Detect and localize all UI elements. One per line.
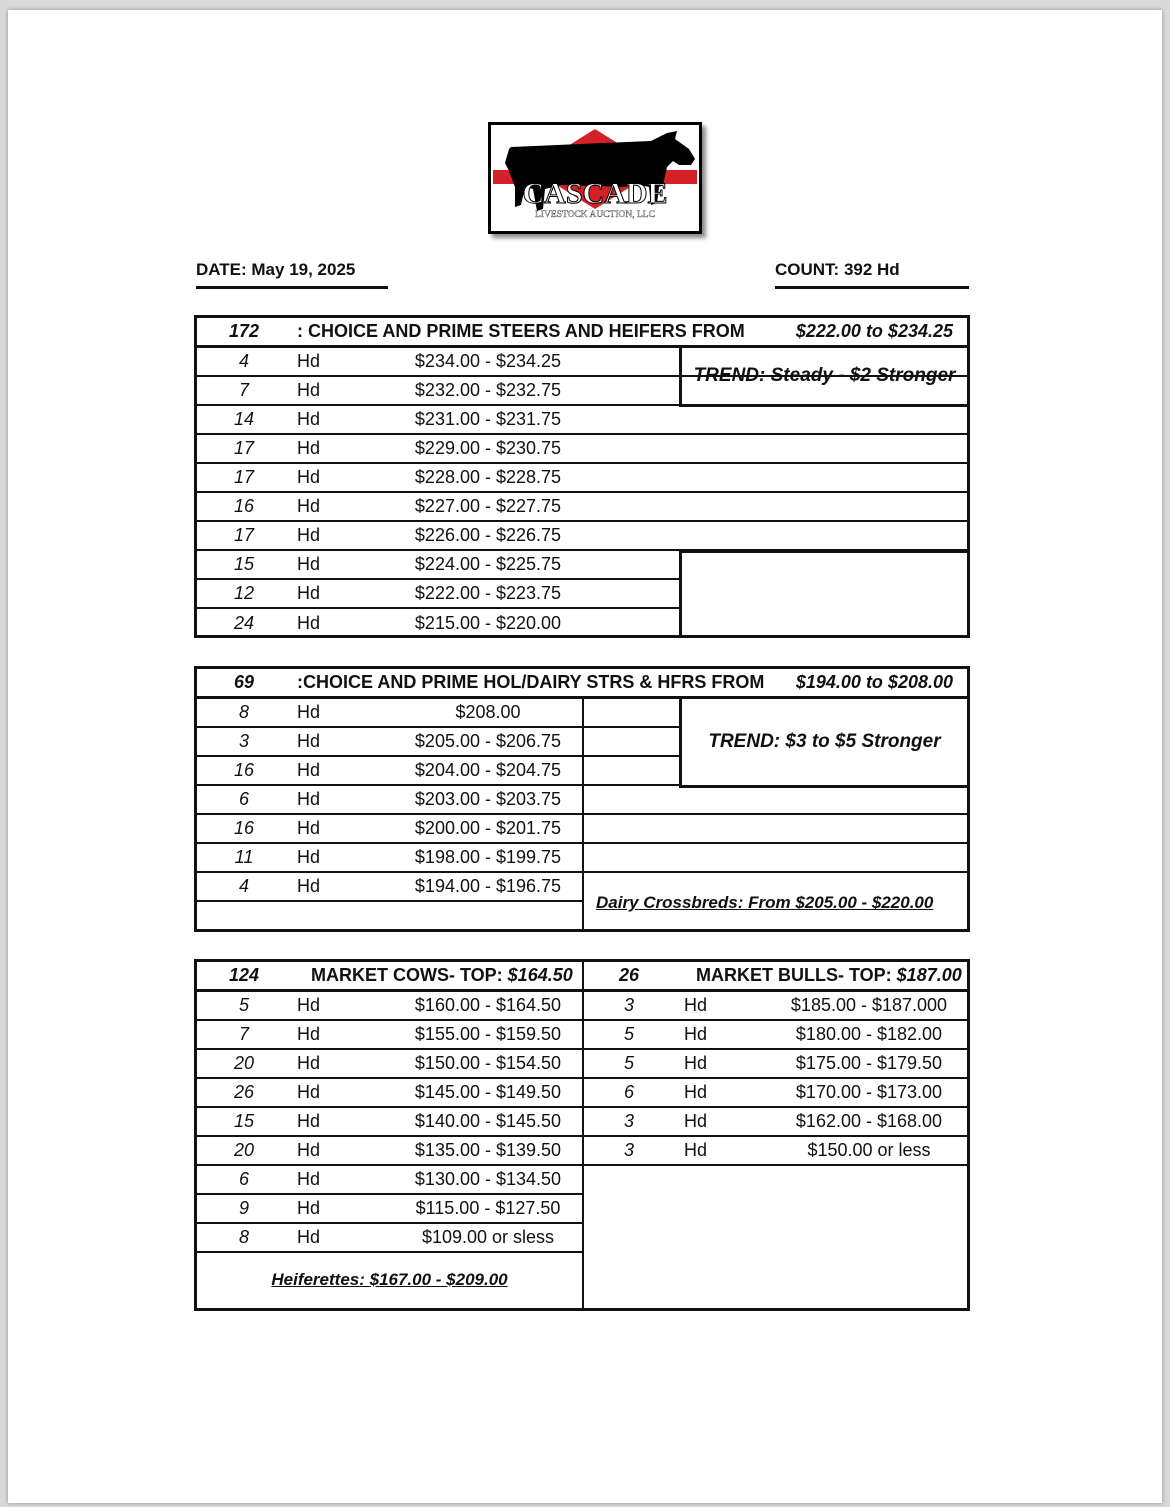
bulls-top-price: $187.00 bbox=[896, 965, 962, 985]
dairy-trend: TREND: $3 to $5 Stronger bbox=[679, 699, 967, 788]
head-count-cell: 24 bbox=[233, 613, 255, 633]
head-count-cell: 12 bbox=[233, 583, 255, 603]
price-range-cell: $145.00 - $149.50 bbox=[414, 1082, 562, 1102]
head-count-cell: 9 bbox=[238, 1198, 249, 1218]
dairy-title: :CHOICE AND PRIME HOL/DAIRY STRS & HFRS FROM bbox=[297, 672, 765, 692]
bulls-row bbox=[584, 1079, 967, 1108]
price-range-cell: $203.00 - $203.75 bbox=[414, 789, 562, 809]
report-date: DATE: May 19, 2025 bbox=[196, 260, 388, 289]
head-count-cell: 3 bbox=[238, 731, 249, 751]
price-range-cell: $130.00 - $134.50 bbox=[414, 1169, 562, 1189]
head-count-cell: 17 bbox=[233, 525, 255, 545]
price-range-cell: $175.00 - $179.50 bbox=[795, 1053, 943, 1073]
cows-header-row bbox=[197, 962, 582, 992]
price-range-cell: $224.00 - $225.75 bbox=[414, 554, 562, 574]
dairy-table bbox=[194, 666, 970, 932]
price-range-cell: $150.00 - $154.50 bbox=[414, 1053, 562, 1073]
price-range-cell: $162.00 - $168.00 bbox=[795, 1111, 943, 1131]
unit-cell: Hd bbox=[684, 1053, 708, 1073]
cows-row bbox=[197, 1224, 582, 1253]
steers-blank-box bbox=[679, 550, 967, 635]
price-range-cell: $115.00 - $127.50 bbox=[415, 1198, 561, 1218]
unit-cell: Hd bbox=[297, 525, 321, 545]
unit-cell: Hd bbox=[684, 1111, 708, 1131]
head-count-cell: 7 bbox=[238, 380, 249, 400]
unit-cell: Hd bbox=[297, 583, 321, 603]
unit-cell: Hd bbox=[297, 847, 321, 867]
cows-total-count: 124 bbox=[228, 965, 260, 985]
price-range-cell: $226.00 - $226.75 bbox=[414, 525, 562, 545]
unit-cell: Hd bbox=[297, 789, 321, 809]
steers-heifers-table bbox=[194, 315, 970, 638]
steers-total-count: 172 bbox=[228, 321, 260, 341]
logo-text: CASCADE bbox=[522, 177, 668, 210]
heiferettes-note: Heiferettes: $167.00 - $209.00 bbox=[271, 1269, 508, 1289]
head-count-cell: 3 bbox=[623, 1111, 634, 1131]
bulls-row bbox=[584, 1050, 967, 1079]
unit-cell: Hd bbox=[297, 760, 321, 780]
price-range-cell: $185.00 - $187.000 bbox=[790, 995, 948, 1015]
head-count-cell: 7 bbox=[238, 1024, 249, 1044]
cows-row bbox=[197, 1166, 582, 1195]
price-range-cell: $215.00 - $220.00 bbox=[414, 613, 562, 633]
price-range-cell: $231.00 - $231.75 bbox=[414, 409, 562, 429]
head-count-cell: 26 bbox=[233, 1082, 255, 1102]
logo-graphic bbox=[491, 125, 699, 231]
price-range-cell: $232.00 - $232.75 bbox=[414, 380, 562, 400]
unit-cell: Hd bbox=[297, 1053, 321, 1073]
dairy-total-count: 69 bbox=[233, 672, 255, 692]
head-count-cell: 16 bbox=[233, 818, 255, 838]
head-count-cell: 20 bbox=[233, 1053, 255, 1073]
cows-top-price: $164.50 bbox=[507, 965, 573, 985]
unit-cell: Hd bbox=[684, 1140, 708, 1160]
unit-cell: Hd bbox=[297, 380, 321, 400]
head-count-cell: 20 bbox=[233, 1140, 255, 1160]
bulls-row bbox=[584, 1021, 967, 1050]
head-count-cell: 5 bbox=[238, 995, 249, 1015]
unit-cell: Hd bbox=[297, 1082, 321, 1102]
head-count-cell: 15 bbox=[233, 1111, 255, 1131]
unit-cell: Hd bbox=[297, 409, 321, 429]
head-count-cell: 16 bbox=[233, 760, 255, 780]
head-count-cell: 11 bbox=[234, 847, 254, 867]
price-range-cell: $204.00 - $204.75 bbox=[414, 760, 562, 780]
price-range-cell: $194.00 - $196.75 bbox=[414, 876, 562, 896]
unit-cell: Hd bbox=[684, 1024, 708, 1044]
head-count-cell: 4 bbox=[238, 351, 249, 371]
steers-row bbox=[197, 522, 967, 551]
unit-cell: Hd bbox=[297, 876, 321, 896]
unit-cell: Hd bbox=[297, 467, 321, 487]
bulls-row bbox=[584, 1108, 967, 1137]
head-count-cell: 5 bbox=[623, 1024, 634, 1044]
unit-cell: Hd bbox=[297, 818, 321, 838]
unit-cell: Hd bbox=[297, 1111, 321, 1131]
cows-row bbox=[197, 1021, 582, 1050]
head-count-cell: 5 bbox=[623, 1053, 634, 1073]
unit-cell: Hd bbox=[297, 496, 321, 516]
head-count-cell: 6 bbox=[238, 789, 249, 809]
head-count: COUNT: 392 Hd bbox=[775, 260, 969, 289]
cascade-logo bbox=[488, 122, 702, 234]
logo-subtext: LIVESTOCK AUCTION, LLC bbox=[535, 210, 655, 220]
unit-cell: Hd bbox=[297, 1024, 321, 1044]
heiferettes-area bbox=[197, 1251, 582, 1308]
bulls-row bbox=[584, 992, 967, 1021]
head-count-cell: 17 bbox=[233, 438, 255, 458]
head-count-cell: 8 bbox=[238, 702, 249, 722]
price-range-cell: $150.00 or less bbox=[807, 1140, 931, 1160]
head-count-cell: 4 bbox=[238, 876, 249, 896]
head-count-cell: 17 bbox=[233, 467, 255, 487]
unit-cell: Hd bbox=[297, 613, 321, 633]
cows-row bbox=[197, 1079, 582, 1108]
unit-cell: Hd bbox=[297, 554, 321, 574]
head-count-cell: 14 bbox=[233, 409, 255, 429]
steers-trend: TREND: Steady - $2 Stronger bbox=[679, 348, 967, 407]
price-range-cell: $228.00 - $228.75 bbox=[414, 467, 562, 487]
dairy-price-range: $194.00 to $208.00 bbox=[795, 672, 953, 692]
head-count-cell: 8 bbox=[238, 1227, 249, 1247]
cows-row bbox=[197, 1195, 582, 1224]
price-range-cell: $135.00 - $139.50 bbox=[414, 1140, 562, 1160]
price-range-cell: $170.00 - $173.00 bbox=[795, 1082, 943, 1102]
document-page bbox=[8, 10, 1162, 1503]
cows-row bbox=[197, 992, 582, 1021]
steers-price-range: $222.00 to $234.25 bbox=[795, 321, 953, 341]
dairy-header-row bbox=[197, 669, 967, 699]
steers-row bbox=[197, 406, 967, 435]
dairy-crossbreds-note: Dairy Crossbreds: From $205.00 - $220.00 bbox=[596, 893, 934, 912]
price-range-cell: $234.00 - $234.25 bbox=[414, 351, 562, 371]
steers-title: : CHOICE AND PRIME STEERS AND HEIFERS FROM bbox=[297, 321, 745, 341]
unit-cell: Hd bbox=[297, 995, 321, 1015]
price-range-cell: $180.00 - $182.00 bbox=[795, 1024, 943, 1044]
unit-cell: Hd bbox=[297, 1169, 321, 1189]
dairy-note-area bbox=[584, 873, 967, 929]
steers-row bbox=[197, 435, 967, 464]
head-count-cell: 3 bbox=[623, 1140, 634, 1160]
head-count-cell: 6 bbox=[623, 1082, 634, 1102]
head-count-cell: 6 bbox=[238, 1169, 249, 1189]
unit-cell: Hd bbox=[297, 1198, 321, 1218]
steers-header-row bbox=[197, 318, 967, 348]
bulls-row bbox=[584, 1137, 967, 1166]
steers-row bbox=[197, 493, 967, 522]
price-range-cell: $200.00 - $201.75 bbox=[414, 818, 562, 838]
unit-cell: Hd bbox=[297, 1227, 321, 1247]
price-range-cell: $227.00 - $227.75 bbox=[414, 496, 562, 516]
price-range-cell: $140.00 - $145.50 bbox=[414, 1111, 562, 1131]
unit-cell: Hd bbox=[297, 351, 321, 371]
price-range-cell: $109.00 or sless bbox=[421, 1227, 555, 1247]
cows-row bbox=[197, 1108, 582, 1137]
price-range-cell: $229.00 - $230.75 bbox=[414, 438, 562, 458]
price-range-cell: $208.00 bbox=[455, 702, 521, 722]
unit-cell: Hd bbox=[297, 731, 321, 751]
unit-cell: Hd bbox=[684, 995, 708, 1015]
price-range-cell: $155.00 - $159.50 bbox=[414, 1024, 562, 1044]
unit-cell: Hd bbox=[684, 1082, 708, 1102]
unit-cell: Hd bbox=[297, 438, 321, 458]
unit-cell: Hd bbox=[297, 1140, 321, 1160]
head-count-cell: 3 bbox=[623, 995, 634, 1015]
bulls-title: MARKET BULLS- TOP: bbox=[696, 965, 892, 985]
cows-row bbox=[197, 1137, 582, 1166]
bulls-header-row bbox=[584, 962, 967, 992]
price-range-cell: $222.00 - $223.75 bbox=[414, 583, 562, 603]
cows-title: MARKET COWS- TOP: bbox=[311, 965, 503, 985]
price-range-cell: $160.00 - $164.50 bbox=[414, 995, 562, 1015]
cows-row bbox=[197, 1050, 582, 1079]
price-range-cell: $205.00 - $206.75 bbox=[414, 731, 562, 751]
unit-cell: Hd bbox=[297, 702, 321, 722]
head-count-cell: 15 bbox=[233, 554, 255, 574]
cows-bulls-table bbox=[194, 959, 970, 1311]
price-range-cell: $198.00 - $199.75 bbox=[414, 847, 562, 867]
steers-row bbox=[197, 464, 967, 493]
head-count-cell: 16 bbox=[233, 496, 255, 516]
bulls-total-count: 26 bbox=[618, 965, 640, 985]
